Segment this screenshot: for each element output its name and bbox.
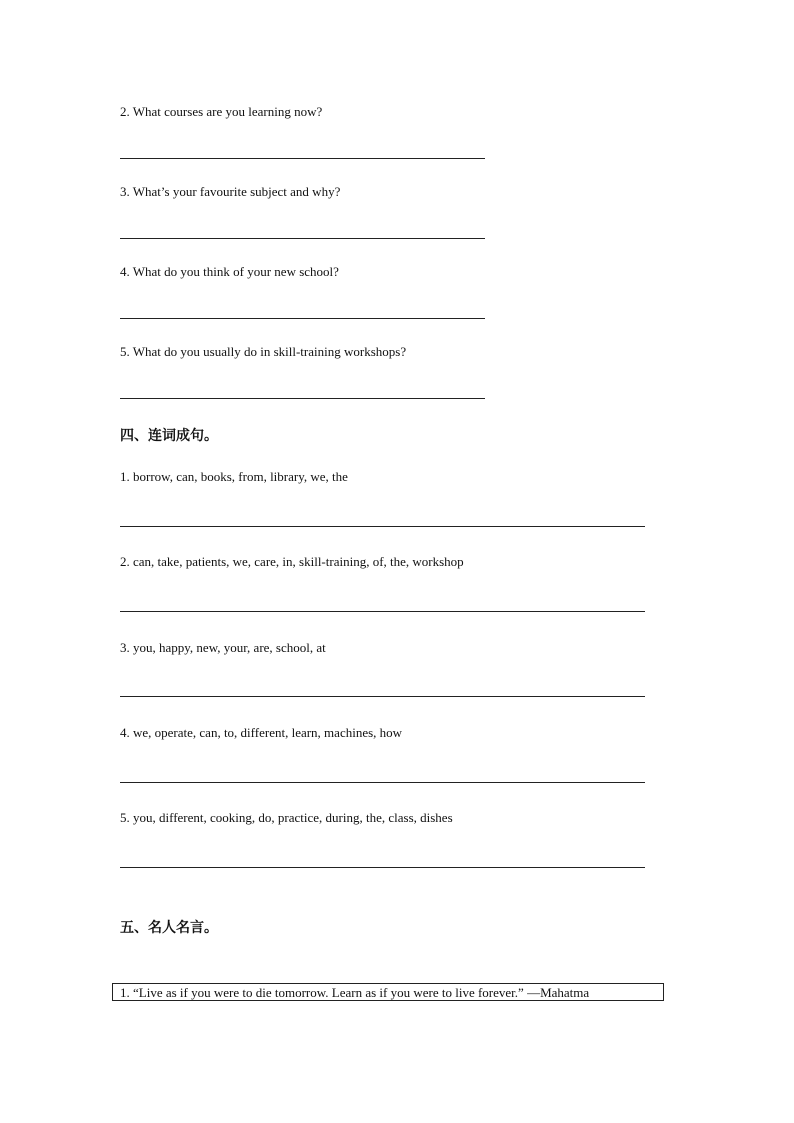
sentence-line-1[interactable] bbox=[120, 526, 645, 527]
sentence-line-5[interactable] bbox=[120, 867, 645, 868]
quote-box: 1. “Live as if you were to die tomorrow. Learn as if you were to live forever.” —Mahatma bbox=[112, 983, 664, 1001]
word-order-item-5: 5. you, different, cooking, do, practice, during, the, class, dishes bbox=[120, 810, 453, 825]
section-heading-5: 五、名人名言。 bbox=[120, 920, 218, 936]
answer-line-5[interactable] bbox=[120, 398, 485, 399]
question-2: 2. What courses are you learning now? bbox=[120, 104, 323, 119]
section-heading-4: 四、连词成句。 bbox=[120, 428, 218, 444]
question-4: 4. What do you think of your new school? bbox=[120, 264, 339, 279]
answer-line-4[interactable] bbox=[120, 318, 485, 319]
answer-line-2[interactable] bbox=[120, 158, 485, 159]
answer-line-3[interactable] bbox=[120, 238, 485, 239]
sentence-line-3[interactable] bbox=[120, 696, 645, 697]
sentence-line-2[interactable] bbox=[120, 611, 645, 612]
question-3: 3. What’s your favourite subject and why? bbox=[120, 184, 341, 199]
word-order-item-3: 3. you, happy, new, your, are, school, at bbox=[120, 640, 326, 655]
question-5: 5. What do you usually do in skill-training workshops? bbox=[120, 344, 407, 359]
word-order-item-4: 4. we, operate, can, to, different, learn, machines, how bbox=[120, 725, 403, 740]
word-order-item-1: 1. borrow, can, books, from, library, we, the bbox=[120, 469, 348, 484]
word-order-item-2: 2. can, take, patients, we, care, in, skill-training, of, the, workshop bbox=[120, 554, 464, 569]
sentence-line-4[interactable] bbox=[120, 782, 645, 783]
